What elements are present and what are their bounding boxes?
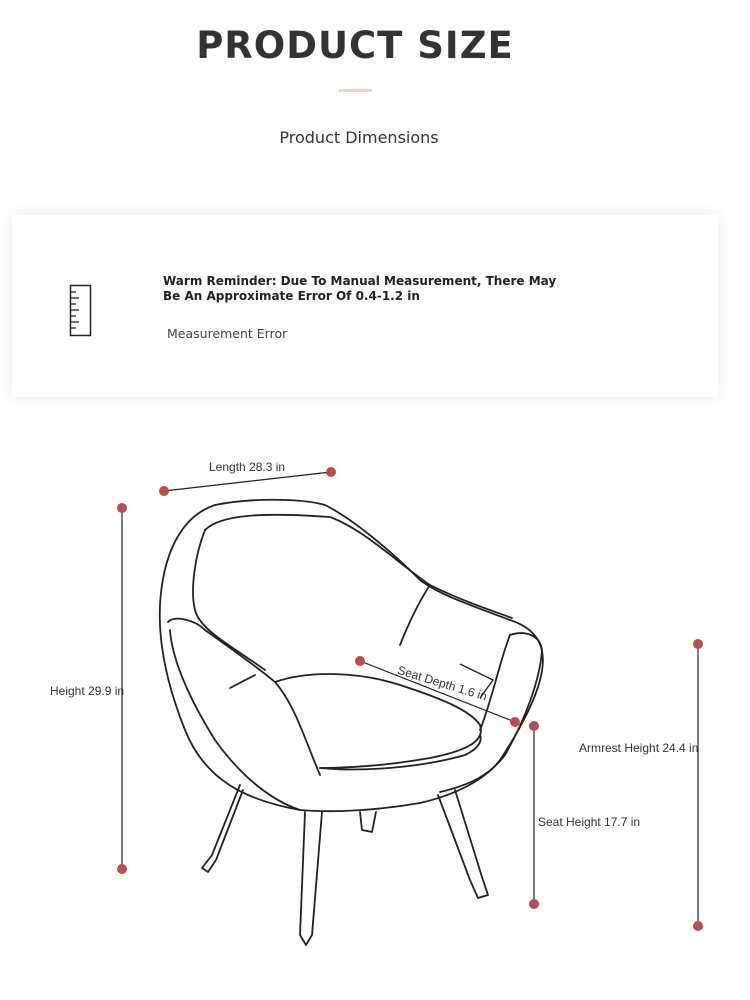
seat-depth-label: Seat Depth 1.6 in bbox=[395, 663, 489, 704]
page-title: PRODUCT SIZE bbox=[196, 24, 514, 67]
seat-height-label: Seat Height 17.7 in bbox=[538, 815, 641, 829]
armrest-height-label: Armrest Height 24.4 in bbox=[579, 741, 699, 755]
measurement-reminder-card bbox=[12, 215, 718, 397]
chair-illustration bbox=[0, 397, 750, 1000]
length-label: Length 28.3 in bbox=[209, 460, 286, 474]
armrest-height-top-marker bbox=[693, 639, 703, 649]
section-subtitle: Product Dimensions bbox=[279, 128, 439, 147]
armrest-height-bottom-marker bbox=[693, 921, 703, 931]
seat-depth-end-marker bbox=[510, 717, 520, 727]
reminder-caption: Measurement Error bbox=[167, 326, 288, 341]
length-end-marker bbox=[326, 467, 336, 477]
chair-diagram bbox=[0, 397, 750, 1000]
seat-height-top-marker bbox=[529, 721, 539, 731]
reminder-text: Warm Reminder: Due To Manual Measurement, There May Be An Approximate Error Of 0.4-1.2 in bbox=[163, 274, 557, 303]
height-top-marker bbox=[117, 503, 127, 513]
length-start-marker bbox=[159, 486, 169, 496]
ruler-icon bbox=[69, 284, 93, 343]
title-divider bbox=[339, 89, 372, 92]
seat-height-bottom-marker bbox=[529, 899, 539, 909]
seat-depth-start-marker bbox=[355, 656, 365, 666]
height-bottom-marker bbox=[117, 864, 127, 874]
height-label: Height 29.9 in bbox=[50, 684, 125, 698]
